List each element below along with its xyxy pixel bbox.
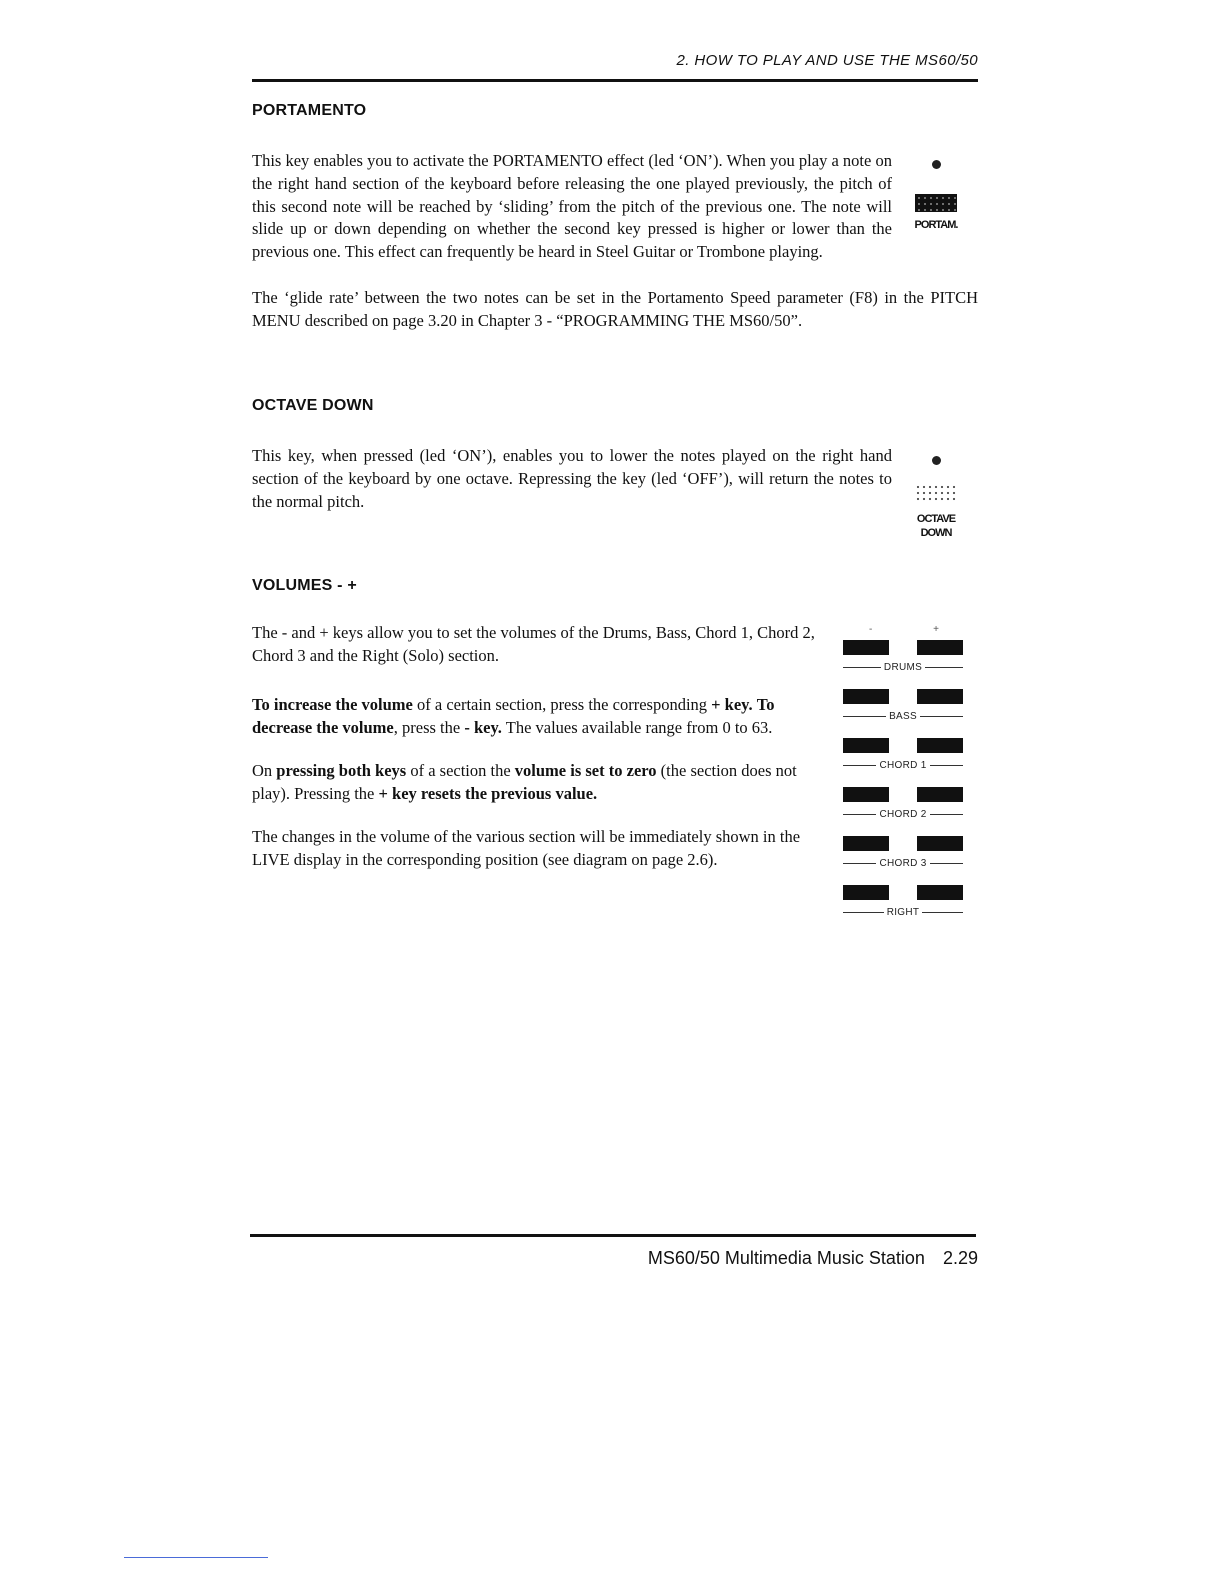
drums-plus-key-icon bbox=[917, 640, 963, 655]
page-number: 2.29 bbox=[942, 1248, 978, 1268]
chord3-plus-key-icon bbox=[917, 836, 963, 851]
portamento-key-label: PORTAM. bbox=[914, 219, 958, 231]
footer-rule bbox=[250, 1234, 976, 1237]
right-label: RIGHT bbox=[843, 901, 963, 923]
volumes-p3-bold-2: volume is set to zero bbox=[514, 761, 657, 780]
volumes-p3-text-1: On bbox=[252, 761, 277, 780]
chord2-minus-key-icon bbox=[843, 787, 889, 802]
plus-sign: + bbox=[933, 624, 939, 635]
volumes-paragraph-1: The - and + keys allow you to set the volumes of the Drums, Bass, Chord 1, Chord 2, Chord 3 and the Right (Solo) section. bbox=[252, 623, 815, 665]
octave-down-title: OCTAVE DOWN bbox=[252, 397, 374, 414]
volumes-p3-bold-1: pressing both keys bbox=[276, 761, 407, 780]
volume-signs bbox=[843, 624, 963, 640]
bass-plus-key-icon bbox=[917, 689, 963, 704]
portamento-paragraph-1: This key enables you to activate the PORTAMENTO effect (led ‘ON’). When you play a note on the right hand section of the keyboard before releasing the one played previously, the pitch of this second note will be reached by ‘sliding’ from the pitch of the previous one. The note will slide up or down depending on whether the second key pressed is higher or lower than the previous one. This effect can frequently be heard in Steel Guitar or Trombone playing. bbox=[252, 151, 892, 262]
portamento-paragraph-2: The ‘glide rate’ between the two notes can be set in the Portamento Speed parameter (F8) in the PITCH MENU described on page 3.20 in Chapter 3 - “PROGRAMMING THE MS60/50”. bbox=[252, 288, 978, 330]
chord2-keys bbox=[843, 787, 963, 803]
volumes-title: VOLUMES - + bbox=[252, 577, 357, 594]
octave-down-key bbox=[908, 452, 964, 540]
volumes-p2-text-4: The values available range from 0 to 63. bbox=[501, 717, 773, 737]
volumes-p3-text-2: of a section the bbox=[406, 761, 515, 780]
volumes-paragraph-2 bbox=[252, 694, 828, 740]
running-header: 2. HOW TO PLAY AND USE THE MS60/50 bbox=[676, 52, 978, 69]
header-rule bbox=[252, 79, 978, 82]
portamento-key bbox=[908, 156, 964, 232]
footer bbox=[560, 1248, 978, 1269]
bass-keys bbox=[843, 689, 963, 705]
chord1-label: CHORD 1 bbox=[843, 754, 963, 776]
chord3-minus-key-icon bbox=[843, 836, 889, 851]
octave-down-key-label-1: OCTAVE bbox=[916, 513, 956, 525]
portamento-led-icon bbox=[932, 160, 941, 169]
drums-label: DRUMS bbox=[843, 656, 963, 678]
volumes-p2-bold-1: To increase the volume bbox=[252, 695, 413, 714]
chord2-plus-key-icon bbox=[917, 787, 963, 802]
octave-down-key-label-2: DOWN bbox=[920, 527, 952, 539]
right-minus-key-icon bbox=[843, 885, 889, 900]
footer-title: MS60/50 Multimedia Music Station bbox=[647, 1248, 925, 1268]
volumes-paragraph-4: The changes in the volume of the various section will be immediately shown in the LIVE display in the corresponding position (see diagram on page 2.6). bbox=[252, 827, 801, 869]
corner-rule bbox=[124, 1557, 268, 1558]
portamento-title: PORTAMENTO bbox=[252, 102, 367, 119]
octave-down-paragraph: This key, when pressed (led ‘ON’), enables you to lower the notes played on the right hand section of the keyboard by one octave. Repressing the key (led ‘OFF’), will return the notes to the normal pitch. bbox=[252, 446, 892, 511]
bass-minus-key-icon bbox=[843, 689, 889, 704]
chord1-keys bbox=[843, 738, 963, 754]
volumes-paragraph-3 bbox=[252, 760, 828, 806]
volumes-p2-text-1: of a certain section, press the corresponding bbox=[412, 695, 712, 714]
chord1-minus-key-icon bbox=[843, 738, 889, 753]
drums-minus-key-icon bbox=[843, 640, 889, 655]
octave-down-led-icon bbox=[932, 456, 941, 465]
bass-label: BASS bbox=[843, 705, 963, 727]
octave-down-button-icon bbox=[915, 484, 957, 502]
chord1-plus-key-icon bbox=[917, 738, 963, 753]
volumes-p2-bold-3: To decrease the volume bbox=[252, 695, 775, 737]
volumes-p2-bold-4: - key. bbox=[464, 717, 502, 737]
portamento-button-icon bbox=[915, 194, 957, 212]
minus-sign: - bbox=[869, 624, 873, 635]
volumes-p2-bold-2: + key. bbox=[711, 695, 753, 714]
chord3-label: CHORD 3 bbox=[843, 852, 963, 874]
right-keys bbox=[843, 885, 963, 901]
volumes-p3-text-3: (the section does not play). Pressing the bbox=[252, 761, 797, 803]
chord2-label: CHORD 2 bbox=[843, 803, 963, 825]
drums-keys bbox=[843, 640, 963, 656]
volumes-p2-text-3: , press the bbox=[393, 717, 465, 737]
right-plus-key-icon bbox=[917, 885, 963, 900]
volumes-p3-bold-3: + key resets the previous value. bbox=[378, 783, 598, 803]
chord3-keys bbox=[843, 836, 963, 852]
volume-keys-diagram bbox=[843, 624, 963, 934]
